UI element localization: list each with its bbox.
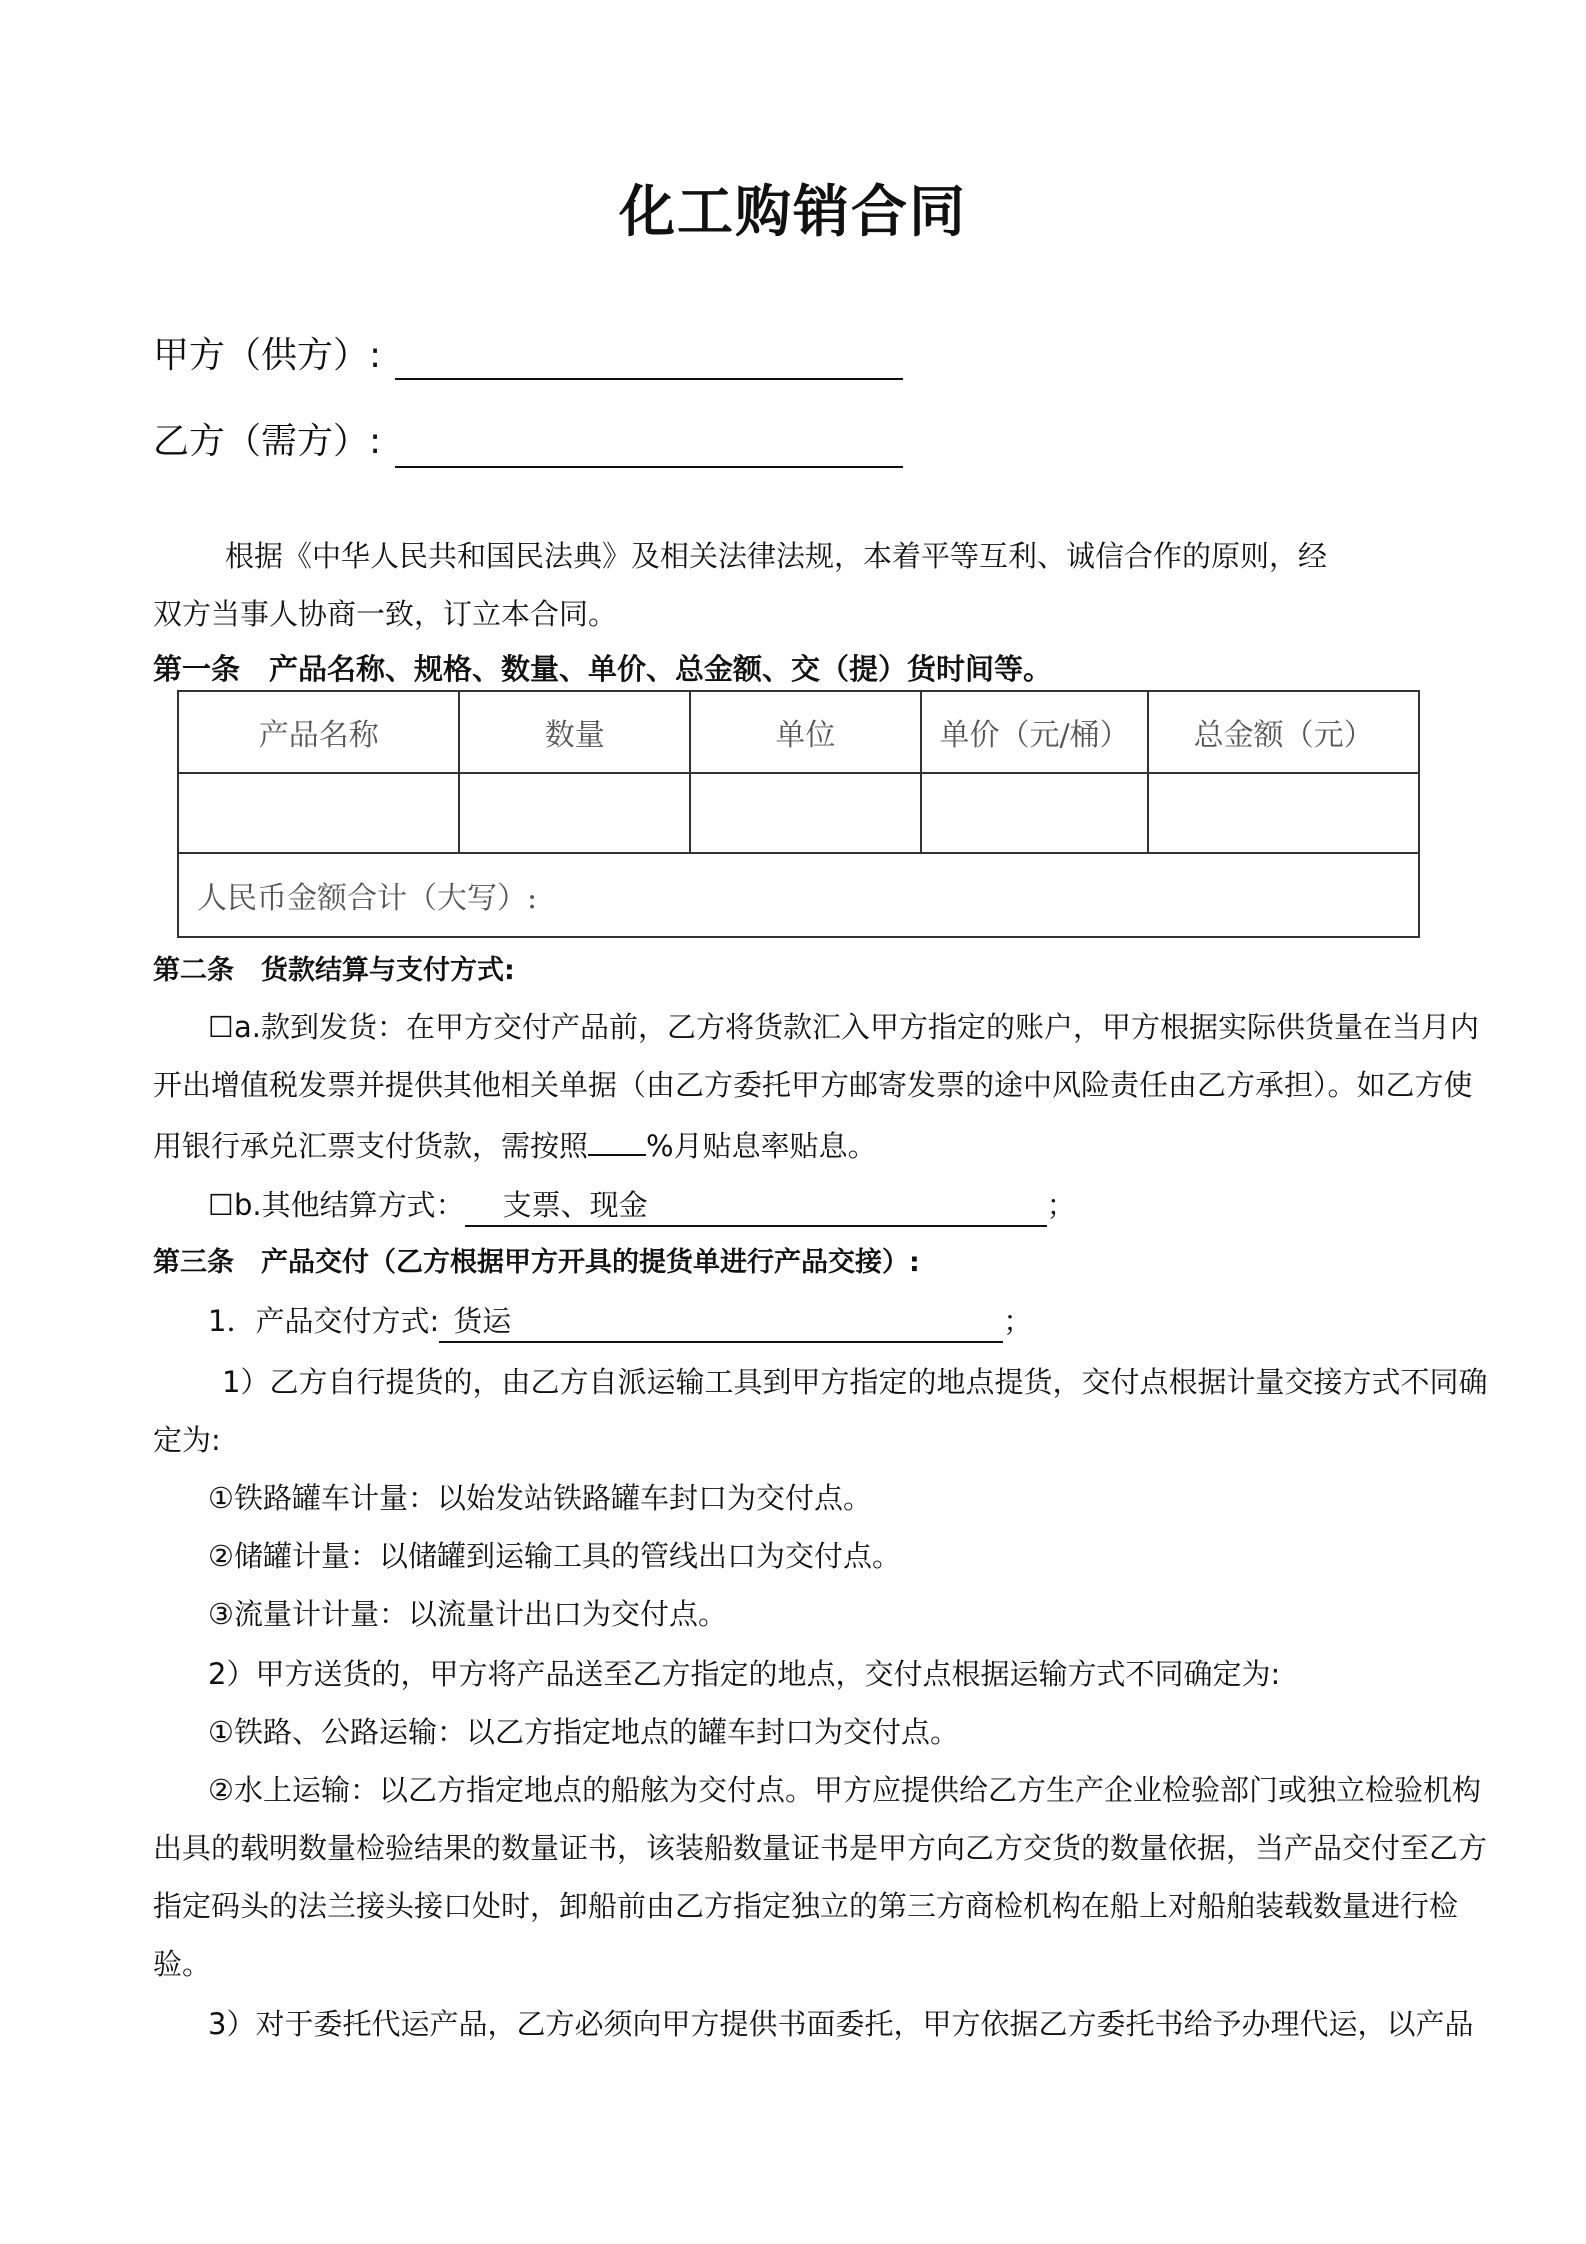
payment-b-line <box>208 1176 1076 1234</box>
party-b-field[interactable] <box>395 466 903 468</box>
party-a-field[interactable] <box>395 378 903 380</box>
delivery-method-value: 货运 <box>453 1304 512 1338</box>
total-amount-row[interactable] <box>178 853 1419 937</box>
header-unit: 单位 <box>690 691 921 773</box>
header-unit-price: 单价（元/桶） <box>921 691 1149 773</box>
payment-b-field[interactable] <box>465 1185 1047 1227</box>
send-item-1: ①铁路、公路运输：以乙方指定地点的罐车封口为交付点。 <box>208 1715 959 1749</box>
document-title: 化工购销合同 <box>619 180 967 245</box>
cell-unit[interactable] <box>690 773 921 853</box>
delivery-method-field[interactable] <box>439 1301 1003 1343</box>
payment-b-value: 支票、现金 <box>502 1188 648 1222</box>
cell-quantity[interactable] <box>459 773 690 853</box>
header-product-name: 产品名称 <box>178 691 459 773</box>
self-item-1: ①铁路罐车计量：以始发站铁路罐车封口为交付点。 <box>208 1481 872 1515</box>
party-b-label: 乙方（需方）: <box>153 421 382 462</box>
intro-line-2: 双方当事人协商一致，订立本合同。 <box>153 597 618 631</box>
header-total-amount: 总金额（元） <box>1148 691 1419 773</box>
payment-b-label: ☐b.其他结算方式： <box>208 1188 465 1222</box>
self-pickup-line-2: 定为: <box>153 1423 221 1457</box>
delivery-method-label: 1．产品交付方式: <box>208 1304 440 1338</box>
cell-total-amount[interactable] <box>1148 773 1419 853</box>
agent-delivery-line: 3）对于委托代运产品，乙方必须向甲方提供书面委托，甲方依据乙方委托书给予办理代运，以产品 <box>208 2007 1474 2041</box>
payment-a-line-2: 开出增值税发票并提供其他相关单据（由乙方委托甲方邮寄发票的途中风险责任由乙方承担）。如乙方使 <box>153 1068 1473 1102</box>
cell-unit-price[interactable] <box>921 773 1149 853</box>
send-item-2-line-4: 验。 <box>153 1947 212 1981</box>
self-pickup-line-1: 1）乙方自行提货的，由乙方自派运输工具到甲方指定的地点提货，交付点根据计量交接方式不同确 <box>222 1365 1488 1399</box>
total-amount-label: 人民币金额合计（大写）: <box>197 881 538 916</box>
intro-line-1: 根据《中华人民共和国民法典》及相关法律法规，本着平等互利、诚信合作的原则，经 <box>225 539 1328 573</box>
self-item-3: ③流量计计量：以流量计出口为交付点。 <box>208 1597 727 1631</box>
party-a-label: 甲方（供方）: <box>153 335 382 376</box>
payment-a-line-3-text: 用银行承兑汇票支付货款，需按照 <box>153 1129 589 1163</box>
send-item-2-line-1: ②水上运输：以乙方指定地点的船舷为交付点。甲方应提供给乙方生产企业检验部门或独立检验机构 <box>208 1773 1481 1807</box>
delivery-method-line <box>208 1292 1032 1350</box>
article-2-heading: 第二条 货款结算与支付方式: <box>153 955 515 986</box>
self-item-2: ②储罐计量：以储罐到运输工具的管线出口为交付点。 <box>208 1539 901 1573</box>
payment-b-suffix: ； <box>1046 1188 1076 1222</box>
article-3-heading: 第三条 产品交付（乙方根据甲方开具的提货单进行产品交接）: <box>153 1247 920 1278</box>
cell-product-name[interactable] <box>178 773 459 853</box>
send-item-2-line-3: 指定码头的法兰接头接口处时，卸船前由乙方指定独立的第三方商检机构在船上对船舶装载数量进行检 <box>153 1889 1459 1923</box>
payment-a-line-3-suffix: %月贴息率贴息。 <box>646 1129 877 1163</box>
payment-a-line-1: ☐a.款到发货：在甲方交付产品前，乙方将货款汇入甲方指定的账户，甲方根据实际供货量在当月内 <box>208 1010 1479 1044</box>
delivery-method-suffix: ； <box>1003 1304 1033 1338</box>
payment-a-line-3 <box>153 1114 877 1175</box>
send-item-2-line-2: 出具的载明数量检验结果的数量证书，该装船数量证书是甲方向乙方交货的数量依据，当产品交付至乙方 <box>153 1831 1488 1865</box>
discount-rate-field[interactable] <box>588 1114 646 1156</box>
article-1-heading: 第一条 产品名称、规格、数量、单价、总金额、交（提）货时间等。 <box>153 652 1053 686</box>
seller-delivery-line: 2）甲方送货的，甲方将产品送至乙方指定的地点，交付点根据运输方式不同确定为: <box>208 1657 1281 1691</box>
header-quantity: 数量 <box>459 691 690 773</box>
product-table <box>177 690 1420 938</box>
